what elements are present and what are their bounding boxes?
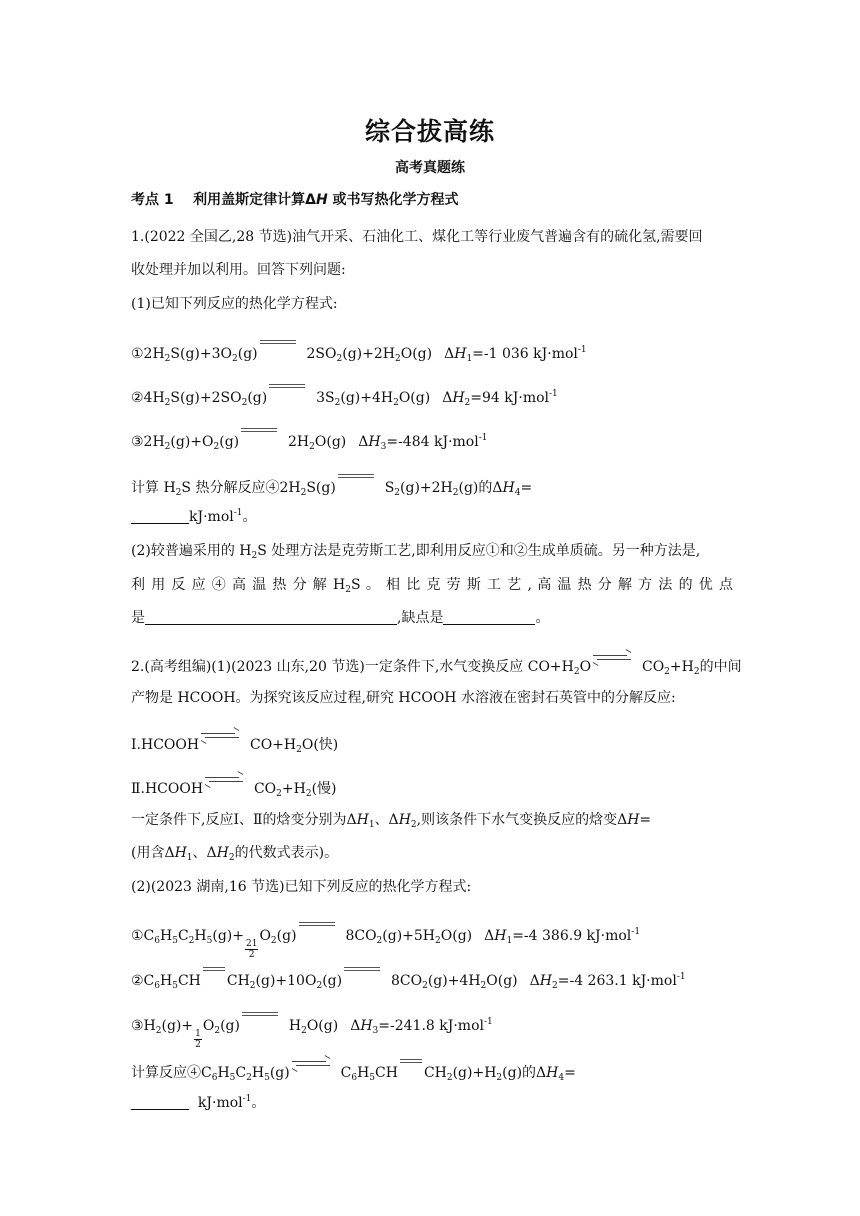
q2-intro-line1: 2.(高考组编)(1)(2023 山东,20 节选)一定条件下,水气变换反应 $CO+H_2O$ $CO_2+H_2$的中间 [131,653,731,677]
q2-reaction-3: $③H_2(g)+$ $\frac{1}{2}$ $O_2(g)$ $H_2O(g)$ $\Delta H_3=-241.8$ kJ·mol$^{-1}$ [131,1010,731,1050]
text-fragment: ,缺点是 [397,610,444,626]
q1-intro-line1: 1.(2022 全国乙,28 节选)油气开采、石油化工、煤化工等行业废气普遍含有的硫化氢,需要回 [131,229,703,245]
fraction-denominator: 2 [248,950,255,960]
q1-reaction-3: $③2H_2(g)+O_2(g)$ $2H_2O(g)$ $\Delta H_3=-484$ kJ·mol$^{-1}$ [131,426,731,452]
equals-sign-icon [299,920,335,932]
answer-blank[interactable] [145,608,397,625]
answer-blank[interactable] [443,608,535,625]
q1-calc-answer-line: kJ·mol$^{-1}$。 [131,507,731,527]
text-fragment: 。 [535,610,550,626]
text-fragment: 是 [131,610,145,626]
reversible-arrow-icon [205,775,243,787]
q2-text-line2: (用含$\Delta H_1$、$\Delta H_2$的代数式表示)。 [131,845,339,863]
section-heading [131,190,731,210]
page-subtitle: 高考真题练 [395,160,465,176]
fraction [194,1029,202,1050]
fraction [245,939,258,960]
equals-sign-icon [338,472,374,484]
section-label: 考点 1 [131,192,174,208]
q1-intro-line2: 收处理并加以利用。回答下列问题: [131,262,346,278]
q2-reaction-II: Ⅱ.HCOOH $CO_2+H_2$(慢) [131,775,731,799]
reversible-arrow-icon [593,653,631,665]
fraction-numerator: 21 [245,939,258,949]
q2-text-line1: 一定条件下,反应Ⅰ、Ⅱ的焓变分别为$\Delta H_1$、$\Delta H_2$,则该条件下水气变换反应的焓变ΔH= [131,812,652,830]
q2-reaction-1: $①C_6H_5C_2H_5(g)+$ $\frac{21}{2}$ $O_2(g)$ $8CO_2(g)+5H_2O(g)$ $\Delta H_1=-4$ 386.9 kJ·mol$^{-1}$ [131,920,731,960]
fraction-numerator: 1 [195,1029,201,1039]
q2-part2: (2)(2023 湖南,16 节选)已知下列反应的热化学方程式: [131,879,472,895]
page-title: 综合拔高练 [364,117,495,146]
reversible-arrow-icon [292,1059,330,1071]
equals-sign-icon [242,1010,278,1022]
double-bond-icon [203,965,225,977]
q2-intro-line2: 产物是 HCOOH。为探究该反应过程,研究 HCOOH 水溶液在密封石英管中的分解反应: [131,690,676,706]
q1-calc-line: 计算 $H_2S$ 热分解反应$④2H_2S(g)$ $S_2(g)+2H_2(g)$的$\Delta H_4=$ [131,472,731,498]
q1-part2-line2: 利 用 反 应 ④ 高 温 热 分 解 $H_2S$ 。 相 比 克 劳 斯 工 艺 , 高 温 热 分 解 方 法 的 优 点 [131,577,734,595]
double-bond-icon [400,1057,422,1069]
q1-part2-line1: (2)较普遍采用的 $H_2S$ 处理方法是克劳斯工艺,即利用反应①和②生成单质硫。另一种方法是, [131,543,701,561]
q2-reaction-2: $②C_6H_5CH$ $CH_2(g)+10O_2(g)$ $8CO_2(g)+4H_2O(g)$ $\Delta H_2=-4$ 263.1 kJ·mol$^{-1}$ [131,965,731,991]
equals-sign-icon [269,382,305,394]
fraction-denominator: 2 [195,1040,201,1050]
q2-calc-line: 计算反应$④C_6H_5C_2H_5(g)$ $C_6H_5CH$ $CH_2(g)+H_2(g)$的$\Delta H_4=$ [131,1057,731,1083]
q1-part2-line3 [131,608,731,628]
q1-reaction-1: $①2H_2S(g)+3O_2(g)$ $2SO_2(g)+2H_2O(g)$ $\Delta H_1=-1$ 036 kJ·mol$^{-1}$ [131,338,731,364]
q1-reaction-2: $②4H_2S(g)+2SO_2(g)$ $3S_2(g)+4H_2O(g)$ $\Delta H_2=94$ kJ·mol$^{-1}$ [131,382,731,408]
equals-sign-icon [241,426,277,438]
equals-sign-icon [344,965,380,977]
q1-part1: (1)已知下列反应的热化学方程式: [131,296,338,312]
answer-blank[interactable] [131,507,189,524]
equals-sign-icon [260,338,296,350]
q2-calc-answer-line: kJ·mol$^{-1}$。 [131,1093,731,1113]
answer-blank[interactable] [131,1093,189,1110]
q2-reaction-I: Ⅰ.HCOOH $CO+H_2O$(快) [131,731,731,755]
section-text: 利用盖斯定律计算ΔH 或书写热化学方程式 [193,192,459,208]
reversible-arrow-icon [201,731,239,743]
